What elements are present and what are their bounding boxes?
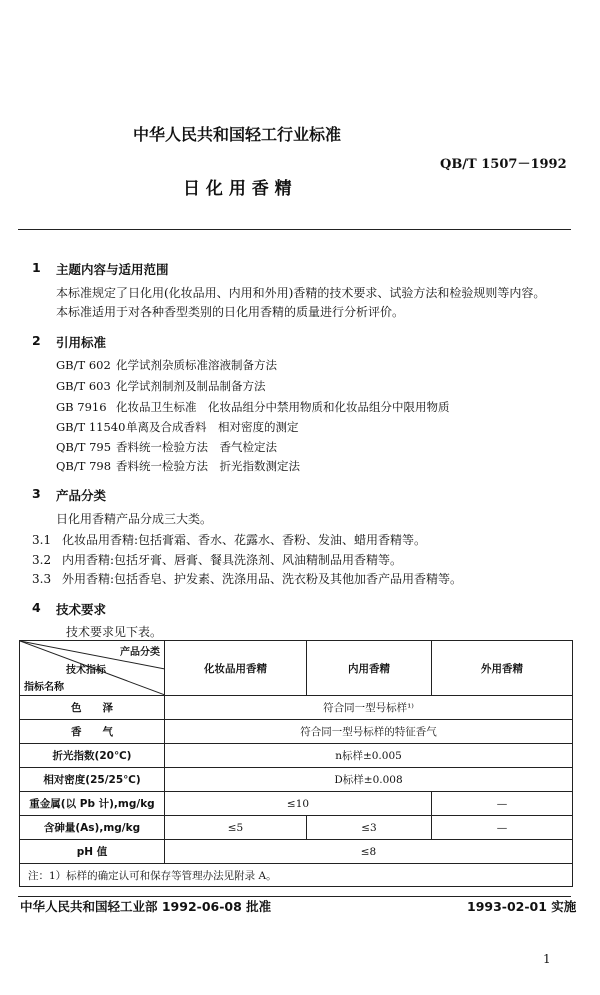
table-row (20, 744, 573, 768)
column-header: 外用香精 (432, 641, 573, 696)
reference-code: GB/T 602 (56, 358, 111, 372)
item-number: 3.1 (32, 533, 52, 547)
reference-title: 化妆品卫生标准 化妆品组分中禁用物质和化妆品组分中限用物质 (116, 400, 450, 414)
table-cell: 符合同一型号标样的特征香气 (165, 720, 573, 744)
table-row (20, 816, 573, 840)
reference-item (56, 458, 300, 474)
reference-code: QB/T 795 (56, 440, 112, 454)
table-row (20, 720, 573, 744)
row-name: 折光指数(20℃) (20, 744, 165, 768)
column-header: 化妆品用香精 (165, 641, 307, 696)
table-header-row (20, 641, 573, 696)
table-cell: n标样±0.005 (165, 744, 573, 768)
section-1-title: 主题内容与适用范围 (56, 262, 169, 277)
reference-code: GB/T 603 (56, 379, 111, 393)
reference-title: 化学试剂杂质标准溶液制备方法 (116, 358, 277, 372)
section-3-number: 3 (32, 486, 41, 501)
table-row (20, 792, 573, 816)
table-cell: — (432, 792, 573, 816)
reference-code: QB/T 798 (56, 459, 112, 473)
table-cell: ≤10 (165, 792, 432, 816)
table-row (20, 696, 573, 720)
technical-requirements-table (19, 640, 573, 887)
section-1-paragraph: 本标准适用于对各种香型类别的日化用香精的质量进行分析评价。 (56, 305, 405, 319)
table-row (20, 768, 573, 792)
section-1-number: 1 (32, 260, 41, 275)
reference-item (56, 357, 277, 373)
column-header: 内用香精 (307, 641, 432, 696)
section-3-title: 产品分类 (56, 488, 107, 503)
classification-item (32, 571, 462, 587)
page-number: 1 (543, 952, 551, 966)
table-cell: — (432, 816, 573, 840)
reference-item (56, 399, 450, 415)
reference-title: 化学试剂制剂及制品制备方法 (116, 379, 266, 393)
approval-line: 中华人民共和国轻工业部 1992-06-08 批准 (20, 899, 272, 914)
table-cell: ≤5 (165, 816, 307, 840)
section-1-paragraph: 本标准规定了日化用(化妆品用、内用和外用)香精的技术要求、试验方法和检验规则等内容。 (56, 286, 546, 300)
reference-title: 香料统一检验方法 折光指数测定法 (116, 459, 300, 473)
table-cell: ≤3 (307, 816, 432, 840)
row-name: 色 泽 (20, 696, 165, 720)
row-name: 含砷量(As),mg/kg (20, 816, 165, 840)
corner-label-indicator: 技术指标 (66, 665, 106, 676)
section-2-title: 引用标准 (56, 335, 107, 350)
reference-item (56, 419, 299, 435)
reference-item (56, 439, 277, 455)
item-text: 化妆品用香精:包括膏霜、香水、花露水、香粉、发油、蜡用香精等。 (62, 533, 427, 547)
reference-title: 单离及合成香料 相对密度的测定 (126, 420, 299, 434)
reference-title: 香料统一检验方法 香气检定法 (116, 440, 277, 454)
item-number: 3.2 (32, 553, 52, 567)
section-4-title: 技术要求 (56, 602, 107, 617)
document-title: 日 化 用 香 精 (183, 179, 292, 199)
classification-item (32, 552, 402, 568)
table-footnote-row (20, 864, 573, 887)
section-3-intro: 日化用香精产品分成三大类。 (56, 512, 213, 526)
item-text: 外用香精:包括香皂、护发素、洗涤用品、洗衣粉及其他加香产品用香精等。 (62, 572, 463, 586)
reference-code: GB/T 11540 (56, 420, 126, 434)
organization-title: 中华人民共和国轻工行业标准 (133, 125, 342, 144)
row-name: 相对密度(25/25℃) (20, 768, 165, 792)
reference-item (56, 378, 266, 394)
row-name: 重金属(以 Pb 计),mg/kg (20, 792, 165, 816)
footnote: 注：1）标样的确定认可和保存等管理办法见附录 A。 (20, 864, 573, 887)
corner-label-category: 产品分类 (120, 647, 160, 658)
row-name: pH 值 (20, 840, 165, 864)
table-cell: 符合同一型号标样¹⁾ (165, 696, 573, 720)
item-number: 3.3 (32, 572, 52, 586)
classification-item (32, 532, 426, 548)
corner-label-name: 指标名称 (24, 682, 64, 693)
header-rule (18, 229, 571, 230)
section-4-intro: 技术要求见下表。 (66, 625, 163, 639)
table-cell: D标样±0.008 (165, 768, 573, 792)
row-name: 香 气 (20, 720, 165, 744)
table-row (20, 840, 573, 864)
item-text: 内用香精:包括牙膏、唇膏、餐具洗涤剂、风油精制品用香精等。 (62, 553, 403, 567)
section-2-number: 2 (32, 333, 41, 348)
table-cell: ≤8 (165, 840, 573, 864)
effective-date: 1993-02-01 实施 (467, 899, 577, 914)
table-corner-cell (20, 641, 165, 696)
reference-code: GB 7916 (56, 400, 107, 414)
section-4-number: 4 (32, 600, 41, 615)
standard-number: QB/T 1507－1992 (440, 157, 567, 172)
